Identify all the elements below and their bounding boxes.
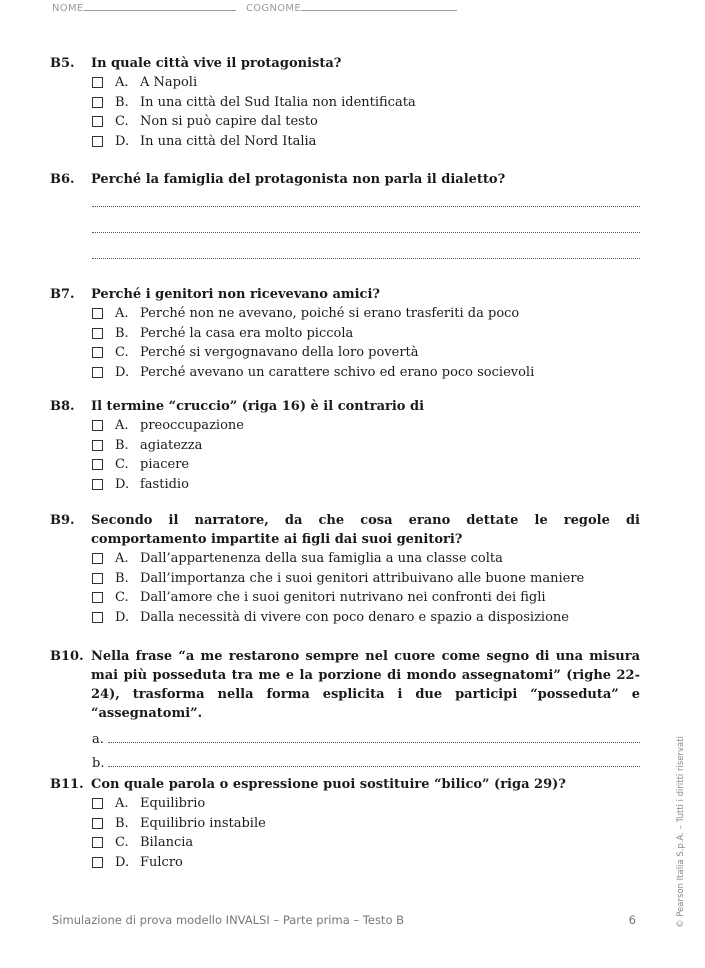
checkbox[interactable] [92,136,103,147]
answer-a[interactable]: a. [92,723,640,747]
question-b5 [50,54,640,151]
checkbox[interactable] [92,818,103,829]
checkbox[interactable] [92,592,103,603]
answer-line-3[interactable] [92,241,640,267]
option-b[interactable]: B. In una città del Sud Italia non identificata [50,93,640,113]
question-b7 [50,285,640,382]
checkbox[interactable] [92,77,103,88]
checkbox[interactable] [92,573,103,584]
question-b11 [50,775,640,872]
question-b9 [50,511,640,627]
option-d[interactable]: D. Fulcro [50,853,640,873]
checkbox[interactable] [92,553,103,564]
question-number: B9. [50,513,75,528]
option-d[interactable]: D. Perché avevano un carattere schivo ed erano poco socievoli [50,363,640,383]
checkbox[interactable] [92,837,103,848]
checkbox[interactable] [92,798,103,809]
option-b[interactable]: B. Equilibrio instabile [50,814,640,834]
question-number: B7. [50,287,75,302]
question-text: Perché i genitori non ricevevano amici? [91,287,381,302]
question-text: Il termine “cruccio” (riga 16) è il contrario di [91,399,425,414]
question-text: Con quale parola o espressione puoi sostituire “bilico” (riga 29)? [91,777,566,792]
question-text: In quale città vive il protagonista? [91,56,342,71]
checkbox[interactable] [92,612,103,623]
answer-b-line[interactable] [108,766,640,767]
option-b[interactable]: B. agiatezza [50,436,640,456]
option-c[interactable]: C. Dall’amore che i suoi genitori nutrivano nei confronti dei figli [50,588,640,608]
page-number: 6 [628,913,636,927]
student-name-header [52,2,457,14]
checkbox[interactable] [92,328,103,339]
option-d[interactable]: D. In una città del Nord Italia [50,132,640,152]
option-d[interactable]: D. Dalla necessità di vivere con poco denaro e spazio a disposizione [50,608,640,628]
checkbox[interactable] [92,440,103,451]
copyright-notice: © Pearson Italia S.p.A. – Tutti i diritti riservati [676,736,686,928]
checkbox[interactable] [92,479,103,490]
checkbox[interactable] [92,116,103,127]
checkbox[interactable] [92,857,103,868]
option-a[interactable]: A. Dall’appartenenza della sua famiglia a una classe colta [50,549,640,569]
checkbox[interactable] [92,459,103,470]
checkbox[interactable] [92,308,103,319]
question-number: B6. [50,172,75,187]
cognome-field[interactable] [301,2,457,11]
option-a[interactable]: A. Equilibrio [50,794,640,814]
option-a[interactable]: A. A Napoli [50,73,640,93]
option-c[interactable]: C. Perché si vergognavano della loro povertà [50,343,640,363]
option-c[interactable]: C. piacere [50,455,640,475]
question-number: B10. [50,649,84,664]
checkbox[interactable] [92,97,103,108]
option-b[interactable]: B. Perché la casa era molto piccola [50,324,640,344]
question-text: Nella frase “a me restarono sempre nel cuore come segno di una misura mai più posseduta tra me e la porzione di mondo assegnatomi” (righe 22-24), trasforma nella forma esplicita i due participi “posseduta” e “assegnatomi”. [91,649,640,721]
nome-label: NOME [52,3,84,14]
nome-field[interactable] [84,2,236,11]
option-c[interactable]: C. Non si può capire dal testo [50,112,640,132]
page-footer [52,913,636,927]
checkbox[interactable] [92,347,103,358]
checkbox[interactable] [92,420,103,431]
question-number: B8. [50,399,75,414]
question-b10 [50,647,640,771]
footer-title: Simulazione di prova modello INVALSI – Parte prima – Testo B [52,913,405,927]
question-text: Secondo il narratore, da che cosa erano dettate le regole di comportamento impartite ai figli dai suoi genitori? [91,513,640,547]
checkbox[interactable] [92,367,103,378]
answer-a-line[interactable] [108,742,640,743]
option-b[interactable]: B. Dall’importanza che i suoi genitori attribuivano alle buone maniere [50,569,640,589]
question-number: B11. [50,777,84,792]
option-a[interactable]: A. preoccupazione [50,416,640,436]
question-number: B5. [50,56,75,71]
option-a[interactable]: A. Perché non ne avevano, poiché si erano trasferiti da poco [50,304,640,324]
question-text: Perché la famiglia del protagonista non parla il dialetto? [91,172,506,187]
option-d[interactable]: D. fastidio [50,475,640,495]
answer-line-2[interactable] [92,215,640,241]
answer-b[interactable]: b. [92,747,640,771]
answer-line-1[interactable] [92,189,640,215]
question-b8 [50,397,640,494]
question-b6 [50,170,640,267]
cognome-label: COGNOME [245,3,301,14]
option-c[interactable]: C. Bilancia [50,833,640,853]
